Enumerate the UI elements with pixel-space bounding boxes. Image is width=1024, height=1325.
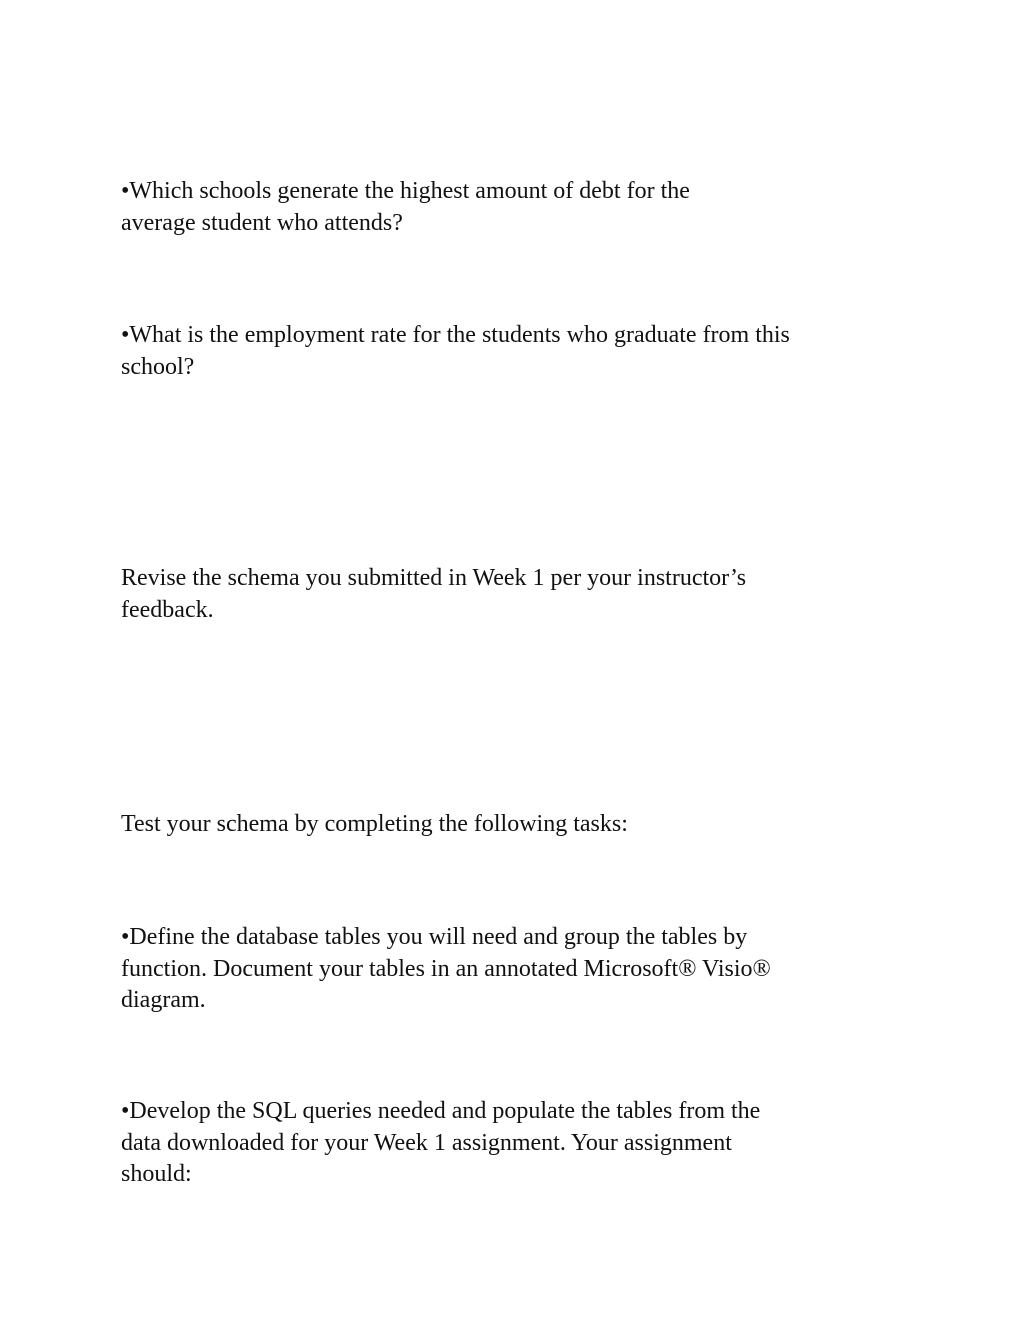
text-line: average student who attends? xyxy=(121,209,403,236)
text-line: should: xyxy=(121,1161,192,1187)
question-employment-bullet xyxy=(121,320,790,383)
question-debt-bullet xyxy=(121,176,690,239)
text-line: •Which schools generate the highest amount of debt for the xyxy=(121,178,690,204)
text-line: Test your schema by completing the following tasks: xyxy=(121,811,628,837)
text-line: Revise the schema you submitted in Week 1 per your instructor’s xyxy=(121,565,747,591)
text-line: data downloaded for your Week 1 assignment. Your assignment xyxy=(121,1129,732,1156)
define-tables-bullet xyxy=(121,922,771,1017)
develop-queries-bullet xyxy=(121,1096,760,1191)
text-line: function. Document your tables in an annotated Microsoft® Visio® xyxy=(121,955,771,982)
revise-schema-instruction xyxy=(121,563,746,626)
test-schema-instruction xyxy=(121,809,628,841)
text-line: •Develop the SQL queries needed and populate the tables from the xyxy=(121,1098,761,1124)
text-line: •What is the employment rate for the students who graduate from this xyxy=(121,322,790,348)
text-line: •Define the database tables you will need and group the tables by xyxy=(121,924,748,950)
text-line: feedback. xyxy=(121,596,214,623)
text-line: diagram. xyxy=(121,987,206,1013)
text-line: school? xyxy=(121,353,195,380)
